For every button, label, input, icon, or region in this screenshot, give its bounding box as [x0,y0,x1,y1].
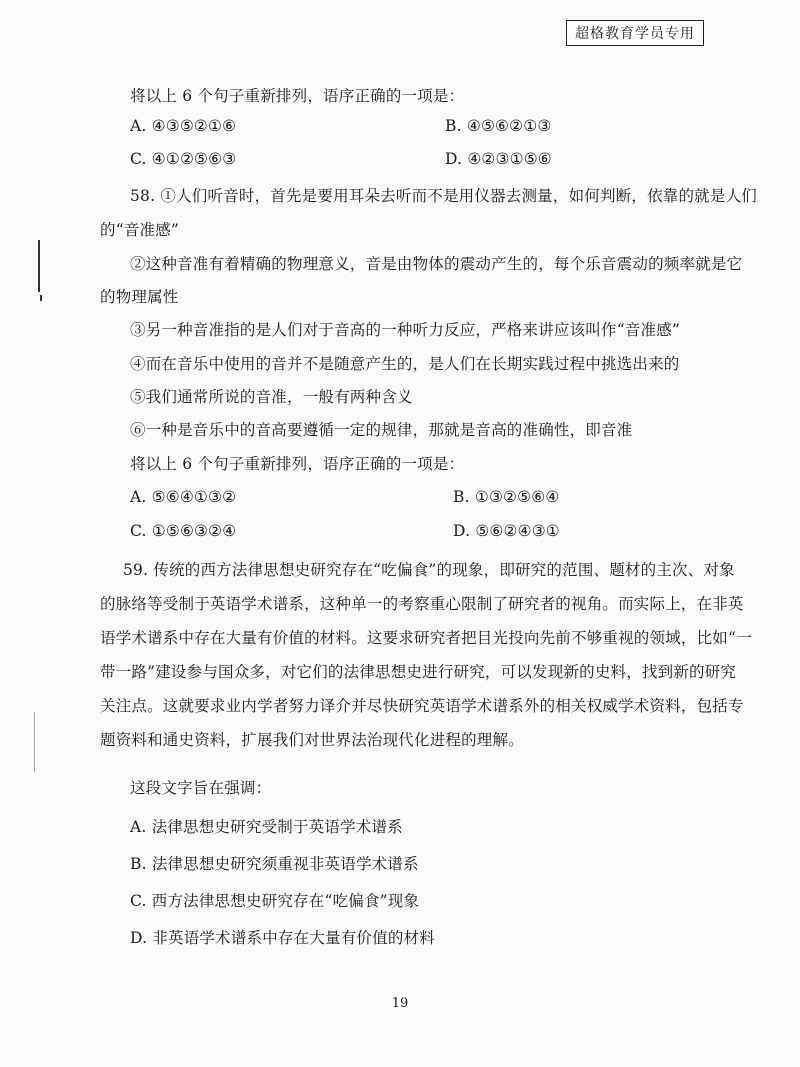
q59-passage-line-4: 带一路”建设参与国众多，对它们的法律思想史进行研究，可以发现新的史料，找到新的研究 [100,663,737,681]
q59-option-d: D. 非英语学术谱系中存在大量有价值的材料 [130,929,435,947]
q58-sentence-6: ⑥一种是音乐中的音高要遵循一定的规律，那就是音高的准确性，即音准 [130,421,633,439]
q57-option-b: B. ④⑤⑥②①③ [445,117,552,135]
q58-option-c: C. ①⑤⑥③②④ [130,522,237,540]
q58-sentence-1-line-1: 58. ①人们听音时，首先是要用耳朵去听而不是用仪器去测量，如何判断，依靠的就是人们 [130,187,757,205]
q58-sentence-5: ⑤我们通常所说的音准，一般有两种含义 [130,388,413,406]
q58-sentence-2-line-1: ②这种音准有着精确的物理意义，音是由物体的震动产生的，每个乐音震动的频率就是它 [130,255,743,273]
q59-passage-line-2: 的脉络等受制于英语学术谱系，这种单一的考察重心限制了研究者的视角。而实际上，在非英 [100,595,744,613]
q58-sentence-1-line-2: 的“音准感” [100,221,180,239]
scan-mark-faint [34,712,35,772]
q59-passage-line-6: 题资料和通史资料，扩展我们对世界法治现代化进程的理解。 [100,731,524,749]
q59-passage-line-3: 语学术谱系中存在大量有价值的材料。这要求研究者把目光投向先前不够重视的领域，比如“一 [100,629,752,647]
q59-option-b: B. 法律思想史研究须重视非英语学术谱系 [130,855,419,873]
q59-passage-line-5: 关注点。这就要求业内学者努力译介并尽快研究英语学术谱系外的相关权威学术资料，包括专 [100,697,744,715]
scan-mark-bar [38,240,40,292]
q58-sentence-4: ④而在音乐中使用的音并不是随意产生的，是人们在长期实践过程中挑选出来的 [130,355,680,373]
q58-sentence-2-line-2: 的物理属性 [100,288,179,306]
q59-prompt: 这段文字旨在强调： [130,779,272,797]
q57-option-c: C. ④①②⑤⑥③ [130,150,237,168]
q59-option-c: C. 西方法律思想史研究存在“吃偏食”现象 [130,892,420,910]
q58-sentence-3: ③另一种音准指的是人们对于音高的一种听力反应，严格来讲应该叫作“音准感” [130,321,681,339]
q58-option-a: A. ⑤⑥④①③② [130,488,237,506]
scan-mark-dash [40,295,42,301]
student-only-stamp: 超格教育学员专用 [566,20,704,46]
q57-option-d: D. ④②③①⑤⑥ [445,150,552,168]
q59-option-a: A. 法律思想史研究受制于英语学术谱系 [130,818,403,836]
q57-option-a: A. ④③⑤②①⑥ [130,117,237,135]
page-number: 19 [391,996,409,1011]
q57-prompt: 将以上 6 个句子重新排列，语序正确的一项是： [130,87,465,105]
q58-option-d: D. ⑤⑥②④③① [453,522,560,540]
q58-prompt: 将以上 6 个句子重新排列，语序正确的一项是： [130,455,465,473]
q58-option-b: B. ①③②⑤⑥④ [453,488,560,506]
q59-passage-line-1: 59. 传统的西方法律思想史研究存在“吃偏食”的现象，即研究的范围、题材的主次、对象 [123,561,735,579]
